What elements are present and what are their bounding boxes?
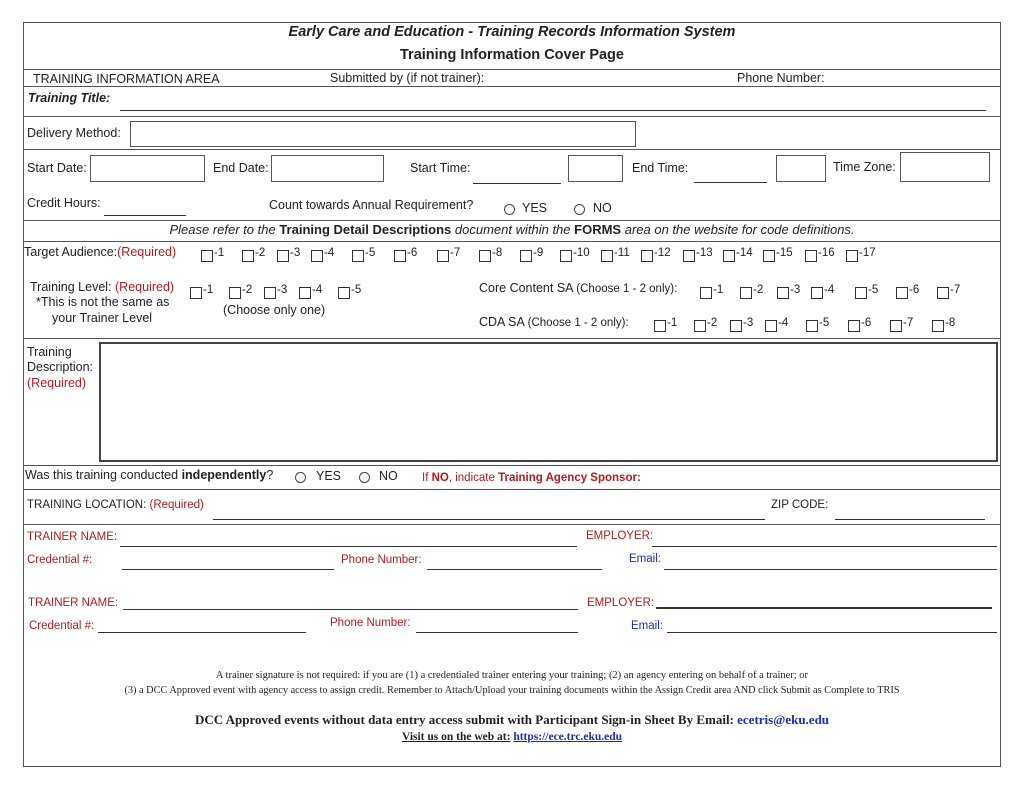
sponsor-emph: Training Agency Sponsor:	[498, 472, 641, 484]
sponsor-note	[422, 472, 641, 484]
notice-forms: FORMS	[574, 222, 622, 237]
notice-part: Please refer to the	[169, 222, 276, 237]
divider	[23, 489, 1001, 490]
training-level-option-label: -1	[203, 284, 214, 296]
training-level-checkbox[interactable]	[338, 287, 350, 299]
trainer-email-label: Email:	[631, 620, 663, 632]
target-audience-checkbox[interactable]	[805, 250, 817, 262]
core-content-option-label: -3	[790, 284, 801, 296]
cda-option-label: -1	[667, 317, 678, 329]
target-audience-text: Target Audience:	[24, 245, 118, 259]
core-content-option-label: -7	[950, 284, 961, 296]
sponsor-no: NO	[431, 472, 449, 484]
time-zone-input[interactable]	[900, 152, 990, 182]
delivery-method-input[interactable]	[130, 121, 636, 147]
training-title-input[interactable]	[120, 110, 986, 111]
target-audience-option-label: -4	[324, 247, 335, 259]
delivery-method-label: Delivery Method:	[27, 126, 121, 140]
cda-checkbox[interactable]	[730, 320, 742, 332]
target-audience-option-label: -3	[290, 247, 301, 259]
credit-hours-input[interactable]	[104, 215, 186, 216]
required-marker: (Required)	[117, 245, 177, 259]
trainer-credential-input[interactable]	[98, 632, 306, 633]
required-marker: (Required)	[115, 280, 175, 294]
trainer-employer-input[interactable]	[656, 607, 992, 609]
training-level-option-label: -4	[312, 284, 323, 296]
divider	[23, 465, 1001, 466]
divider	[23, 338, 1001, 339]
level-choose-note: (Choose only one)	[223, 303, 326, 317]
end-date-input[interactable]	[271, 155, 384, 182]
target-audience-checkbox[interactable]	[479, 250, 491, 262]
trainer-credential-label: Credential #:	[27, 554, 93, 566]
core-content-checkbox[interactable]	[896, 287, 908, 299]
trainer-name-label: TRAINER NAME:	[28, 597, 119, 609]
target-audience-option-label: -1	[214, 247, 225, 259]
trainer-employer-label: EMPLOYER:	[586, 530, 654, 542]
cda-checkbox[interactable]	[694, 320, 706, 332]
target-audience-checkbox[interactable]	[201, 250, 213, 262]
start-date-input[interactable]	[90, 155, 205, 182]
target-audience-option-label: -17	[859, 247, 876, 259]
target-audience-checkbox[interactable]	[560, 250, 572, 262]
dcc-email-note	[0, 712, 1024, 728]
divider	[23, 69, 1001, 70]
trainer-employer-input[interactable]	[652, 546, 997, 547]
core-content-checkbox[interactable]	[937, 287, 949, 299]
start-time-label: Start Time:	[410, 161, 471, 175]
training-level-checkbox[interactable]	[190, 287, 202, 299]
visit-text: Visit us on the web at:	[401, 731, 511, 743]
target-audience-checkbox[interactable]	[763, 250, 775, 262]
cda-checkbox[interactable]	[806, 320, 818, 332]
independent-yes-radio[interactable]	[295, 472, 306, 483]
trainer-name-input[interactable]	[120, 546, 577, 547]
target-audience-option-label: -7	[450, 247, 461, 259]
divider	[23, 149, 1001, 150]
core-content-checkbox[interactable]	[777, 287, 789, 299]
trainer-email-input[interactable]	[667, 632, 997, 633]
target-audience-option-label: -5	[365, 247, 376, 259]
start-time-ampm-input[interactable]	[568, 155, 623, 182]
end-time-label: End Time:	[632, 161, 689, 175]
training-level-checkbox[interactable]	[299, 287, 311, 299]
target-audience-option-label: -8	[492, 247, 503, 259]
description-input[interactable]	[99, 342, 998, 462]
annual-yes-radio[interactable]	[504, 204, 515, 215]
training-level-checkbox[interactable]	[264, 287, 276, 299]
trainer-name-label: TRAINER NAME:	[27, 531, 118, 543]
end-time-input[interactable]	[694, 182, 767, 183]
website-note	[0, 731, 1024, 743]
independent-no-label: NO	[379, 469, 398, 483]
core-content-checkbox[interactable]	[855, 287, 867, 299]
cda-checkbox[interactable]	[654, 320, 666, 332]
cda-checkbox[interactable]	[765, 320, 777, 332]
target-audience-checkbox[interactable]	[277, 250, 289, 262]
trainer-name-input[interactable]	[123, 609, 578, 610]
code-definitions-notice	[0, 222, 1024, 237]
independent-emph: independently	[181, 468, 267, 482]
cda-option-label: -5	[819, 317, 830, 329]
target-audience-checkbox[interactable]	[601, 250, 613, 262]
required-marker: (Required)	[149, 499, 204, 511]
sponsor-text: , indicate	[448, 472, 495, 484]
training-level-text: Training Level:	[30, 280, 112, 294]
target-audience-option-label: -15	[776, 247, 793, 259]
training-level-option-label: -2	[242, 284, 253, 296]
notice-part: area on the website for code definitions.	[624, 222, 855, 237]
target-audience-option-label: -9	[533, 247, 544, 259]
notice-part: document within the	[454, 222, 571, 237]
annual-yes-label: YES	[522, 201, 548, 215]
target-audience-checkbox[interactable]	[723, 250, 735, 262]
cda-option-label: -2	[707, 317, 718, 329]
level-note: your Trainer Level	[52, 311, 153, 325]
target-audience-option-label: -13	[696, 247, 713, 259]
independent-yes-label: YES	[316, 469, 342, 483]
dcc-text: DCC Approved events without data entry access submit with Participant Sign-in Sheet By Email:	[194, 712, 734, 727]
website-link[interactable]: https://ece.trc.eku.edu	[513, 731, 623, 743]
independent-question	[25, 468, 273, 482]
cda-option-label: -3	[743, 317, 754, 329]
trainer-phone-input[interactable]	[416, 632, 578, 633]
divider	[23, 116, 1001, 117]
target-audience-checkbox[interactable]	[394, 250, 406, 262]
trainer-credential-input[interactable]	[122, 569, 334, 570]
target-audience-option-label: -6	[407, 247, 418, 259]
divider	[23, 86, 1001, 87]
target-audience-option-label: -14	[736, 247, 753, 259]
cda-option-label: -4	[778, 317, 789, 329]
divider	[23, 524, 1001, 525]
target-audience-checkbox[interactable]	[352, 250, 364, 262]
zip-input[interactable]	[835, 519, 985, 520]
core-choose-note: (Choose 1 - 2 only):	[576, 283, 678, 295]
target-audience-checkbox[interactable]	[520, 250, 532, 262]
end-time-ampm-input[interactable]	[776, 155, 826, 182]
location-text: TRAINING LOCATION:	[27, 499, 147, 511]
trainer-credential-label: Credential #:	[29, 620, 95, 632]
target-audience-checkbox[interactable]	[641, 250, 653, 262]
cda-checkbox[interactable]	[848, 320, 860, 332]
level-note: *This is not the same as	[36, 295, 170, 309]
trainer-phone-label: Phone Number:	[330, 617, 411, 629]
training-level-checkbox[interactable]	[229, 287, 241, 299]
divider	[23, 241, 1001, 242]
target-audience-checkbox[interactable]	[437, 250, 449, 262]
core-content-option-label: -1	[713, 284, 724, 296]
start-date-label: Start Date:	[27, 161, 87, 175]
cda-option-label: -7	[903, 317, 914, 329]
submitted-by-label: Submitted by (if not trainer):	[330, 71, 485, 85]
signature-note: A trainer signature is not required: if you are (1) a credentialed trainer entering your training; (2) an agency entering on behalf of a trainer; or	[215, 670, 809, 681]
target-audience-option-label: -12	[654, 247, 671, 259]
target-audience-checkbox[interactable]	[683, 250, 695, 262]
annual-no-label: NO	[593, 201, 612, 215]
independent-text: Was this training conducted	[25, 468, 179, 482]
cda-option-label: -8	[945, 317, 956, 329]
target-audience-option-label: -11	[614, 247, 630, 259]
trainer-phone-label: Phone Number:	[341, 554, 422, 566]
training-title-label: Training Title:	[28, 91, 111, 105]
core-content-option-label: -6	[909, 284, 920, 296]
core-content-label	[479, 281, 677, 295]
core-content-option-label: -5	[868, 284, 879, 296]
divider	[23, 220, 1001, 221]
training-level-label	[30, 280, 174, 294]
core-content-checkbox[interactable]	[740, 287, 752, 299]
sponsor-text: If	[422, 472, 429, 484]
target-audience-option-label: -2	[255, 247, 266, 259]
notice-doc-name: Training Detail Descriptions	[279, 222, 452, 237]
annual-requirement-label: Count towards Annual Requirement?	[269, 198, 474, 212]
training-level-option-label: -5	[351, 284, 362, 296]
core-content-text: Core Content SA	[479, 281, 573, 295]
target-audience-option-label: -16	[818, 247, 835, 259]
target-audience-checkbox[interactable]	[311, 250, 323, 262]
independent-qmark: ?	[266, 468, 274, 482]
cda-choose-note: (Choose 1 - 2 only):	[527, 317, 629, 329]
independent-no-radio[interactable]	[359, 472, 370, 483]
core-content-option-label: -2	[753, 284, 764, 296]
core-content-option-label: -4	[824, 284, 835, 296]
cda-checkbox[interactable]	[890, 320, 902, 332]
training-level-option-label: -3	[277, 284, 288, 296]
location-input[interactable]	[213, 519, 765, 520]
description-label: Training	[27, 345, 72, 359]
core-content-checkbox[interactable]	[700, 287, 712, 299]
zip-label: ZIP CODE:	[771, 499, 829, 511]
info-area-label: TRAINING INFORMATION AREA	[33, 72, 220, 86]
description-label: Description:	[27, 360, 93, 374]
contact-email-link[interactable]: ecetris@eku.edu	[737, 712, 830, 727]
trainer-phone-input[interactable]	[427, 569, 602, 570]
required-marker: (Required)	[27, 376, 87, 390]
target-audience-checkbox[interactable]	[846, 250, 858, 262]
cda-text: CDA SA	[479, 315, 525, 329]
start-time-input[interactable]	[473, 183, 561, 184]
trainer-email-input[interactable]	[664, 569, 997, 570]
time-zone-label: Time Zone:	[833, 160, 896, 174]
core-content-checkbox[interactable]	[811, 287, 823, 299]
form-title: Early Care and Education - Training Records Information System	[288, 24, 736, 40]
target-audience-checkbox[interactable]	[242, 250, 254, 262]
annual-no-radio[interactable]	[574, 204, 585, 215]
trainer-email-label: Email:	[629, 553, 661, 565]
cda-checkbox[interactable]	[932, 320, 944, 332]
target-audience-label	[24, 245, 176, 259]
trainer-employer-label: EMPLOYER:	[587, 597, 655, 609]
submitter-phone-label: Phone Number:	[737, 71, 825, 85]
signature-note: (3) a DCC Approved event with agency access to assign credit. Remember to Attach/Upload your training documents within the Assign Credit area AND click Submit as Complete to TRIS	[124, 685, 900, 696]
credit-hours-label: Credit Hours:	[27, 196, 101, 210]
end-date-label: End Date:	[213, 161, 269, 175]
cda-label	[479, 315, 629, 329]
cda-option-label: -6	[861, 317, 872, 329]
location-label	[27, 499, 204, 511]
target-audience-option-label: -10	[573, 247, 590, 259]
form-subtitle: Training Information Cover Page	[400, 47, 624, 63]
